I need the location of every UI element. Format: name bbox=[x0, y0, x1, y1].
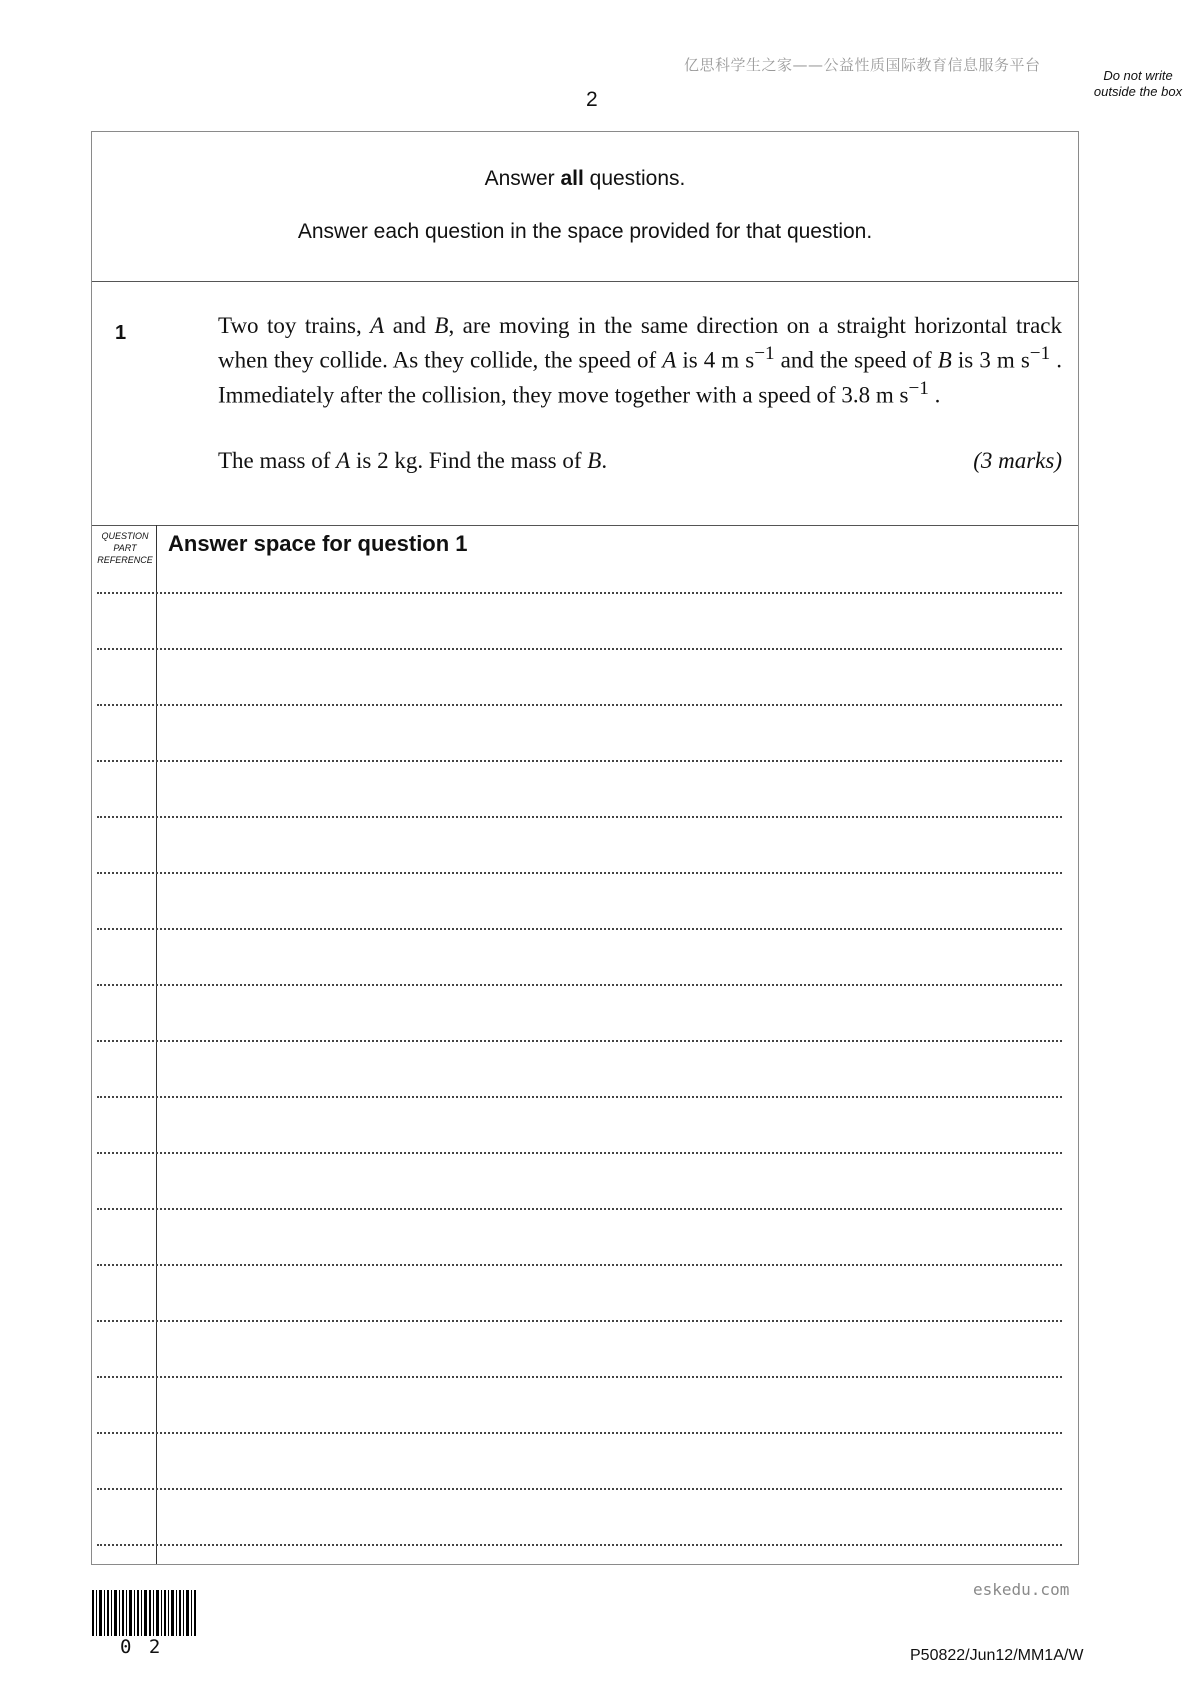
header-watermark: 亿思科学生之家——公益性质国际教育信息服务平台 bbox=[684, 56, 1041, 74]
footer-watermark: eskedu.com bbox=[973, 1580, 1070, 1599]
answer-line[interactable] bbox=[97, 1432, 1062, 1434]
instructions-section bbox=[92, 132, 1078, 282]
answer-line[interactable] bbox=[97, 928, 1062, 930]
barcode-icon bbox=[92, 1590, 196, 1636]
answer-line[interactable] bbox=[97, 872, 1062, 874]
answer-line[interactable] bbox=[97, 648, 1062, 650]
answer-line[interactable] bbox=[97, 1040, 1062, 1042]
answer-line[interactable] bbox=[97, 816, 1062, 818]
answer-line[interactable] bbox=[97, 1320, 1062, 1322]
question-mass-line: The mass of A is 2 kg. Find the mass of B. (3 marks) bbox=[218, 448, 1062, 473]
barcode-digits: 0 2 bbox=[120, 1636, 164, 1658]
answer-line[interactable] bbox=[97, 1208, 1062, 1210]
answer-line[interactable] bbox=[97, 760, 1062, 762]
page-number: 2 bbox=[586, 88, 598, 111]
answer-line[interactable] bbox=[97, 592, 1062, 594]
question-number: 1 bbox=[115, 322, 127, 344]
reference-column-divider bbox=[156, 525, 157, 1564]
answer-line[interactable] bbox=[97, 1544, 1062, 1546]
answer-line[interactable] bbox=[97, 704, 1062, 706]
answer-line[interactable] bbox=[97, 1264, 1062, 1266]
paper-code: P50822/Jun12/MM1A/W bbox=[910, 1647, 1084, 1664]
answer-line[interactable] bbox=[97, 1488, 1062, 1490]
marks-label: (3 marks) bbox=[973, 448, 1062, 473]
margin-note: Do not write outside the box bbox=[1093, 68, 1183, 99]
instruction-answer-all: Answer all questions. bbox=[484, 167, 686, 190]
answer-line[interactable] bbox=[97, 1096, 1062, 1098]
question-1 bbox=[92, 281, 1078, 526]
instruction-answer-space: Answer each question in the space provided for that question. bbox=[297, 220, 873, 243]
question-text: Two toy trains, A and B, are moving in the same direction on a straight horizontal track when they collide. As they collide, the speed of A is 4 m $s^{-1}$ and the speed of B is 3 m $s^{-1}$ . Immediately after the collision, they move together with a speed of 3.8 m $s^{-1}$ . bbox=[218, 313, 1063, 408]
answer-frame bbox=[91, 131, 1079, 1565]
answer-line[interactable] bbox=[97, 984, 1062, 986]
answer-line[interactable] bbox=[97, 1376, 1062, 1378]
question-part-reference-label: QUESTION PART REFERENCE bbox=[97, 531, 153, 565]
answer-line[interactable] bbox=[97, 1152, 1062, 1154]
answer-space-title: Answer space for question 1 bbox=[168, 531, 468, 556]
